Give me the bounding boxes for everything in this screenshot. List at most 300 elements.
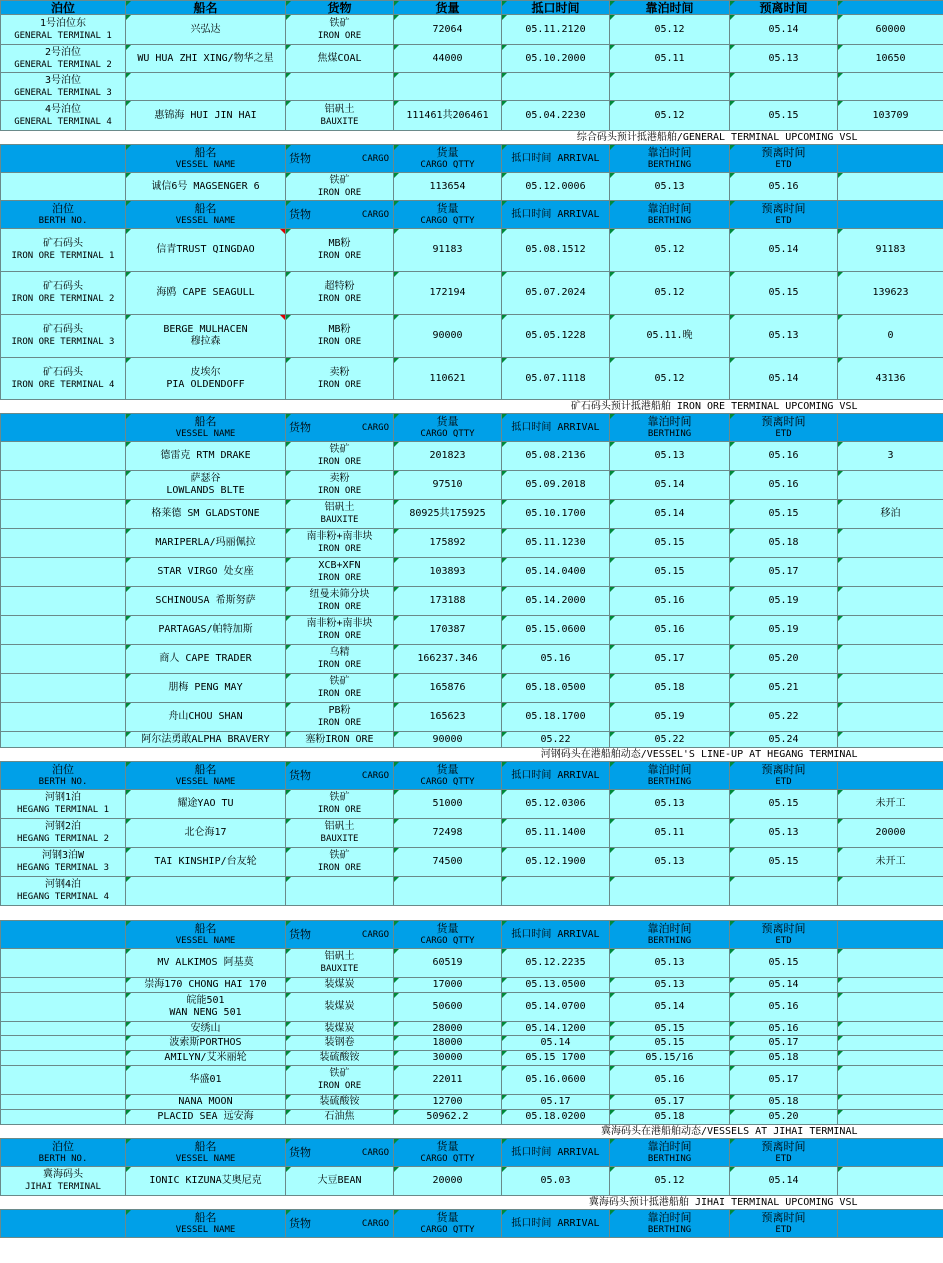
etd-cell: [730, 1095, 838, 1110]
berth-name-en: IRON ORE TERMINAL 3: [11, 337, 115, 347]
vessel-cell[interactable]: [126, 358, 286, 400]
cargo-zh: 卖粉: [329, 366, 350, 378]
cargo-qty: 110621: [429, 372, 466, 384]
berthing-cell: [610, 587, 730, 616]
etd-cell: [730, 45, 838, 73]
header-qty-zh: 货量: [436, 921, 459, 935]
header-cargo: [286, 1210, 394, 1238]
qty-cell: [394, 848, 502, 877]
header-cargo: [286, 201, 394, 229]
header-etd: [730, 145, 838, 173]
berthing-cell: [610, 229, 730, 272]
cargo-cell: [286, 529, 394, 558]
data-row: [1, 558, 943, 587]
berth-cell: [1, 616, 126, 645]
cargo-qty: 17000: [432, 979, 463, 990]
vessel-name: BERGE MULHACEN: [163, 324, 248, 335]
arrival-cell: [502, 993, 610, 1022]
data-row: [1, 15, 943, 45]
vessel-name: 安绣山: [190, 1022, 221, 1034]
header-arrival: [502, 1210, 610, 1238]
header-cargo-zh: 货物: [289, 207, 311, 221]
etd-time: 05.14: [768, 1175, 799, 1186]
header-arrival-label: 抵口时间 ARRIVAL: [511, 1146, 600, 1158]
cargo-en: IRON ORE: [317, 486, 362, 496]
ore-upcoming-title: [1, 400, 943, 414]
header-extra: [838, 762, 943, 790]
header-arrival-label: 抵口时间 ARRIVAL: [511, 208, 600, 220]
header-etd-label: 预离时间: [759, 0, 808, 15]
header-qty-zh: 货量: [436, 762, 459, 776]
berth-cell: [1, 819, 126, 848]
arrival-time: 05.18.0200: [525, 1111, 586, 1122]
berth-name-zh: 4号泊位: [44, 103, 82, 115]
extra-cell: [838, 1051, 943, 1066]
berthing-cell: [610, 45, 730, 73]
header-qty: [394, 1210, 502, 1238]
etd-cell: [730, 819, 838, 848]
berthing-time: 05.11.晚: [646, 330, 693, 341]
berthing-cell: [610, 819, 730, 848]
cargo-en: IRON ORE: [317, 187, 362, 198]
vessel-name: NANA MOON: [178, 1096, 233, 1107]
etd-cell: [730, 1051, 838, 1066]
extra-cell: [838, 645, 943, 674]
vessel-cell[interactable]: [126, 101, 286, 131]
berthing-time: 05.19: [654, 711, 685, 722]
berthing-cell: [610, 790, 730, 819]
etd-time: 05.14: [768, 23, 799, 35]
data-row: [1, 229, 943, 272]
cargo-qty: 18000: [432, 1037, 463, 1048]
header-berthing-en: BERTHING: [647, 159, 692, 170]
cargo-en: IRON ORE: [317, 602, 362, 612]
vessel-cell[interactable]: [126, 1036, 286, 1051]
etd-time: 05.15: [768, 856, 799, 867]
vessel-cell[interactable]: [126, 45, 286, 73]
berthing-cell: [610, 500, 730, 529]
cargo-en: IRON ORE: [317, 718, 362, 728]
cargo-cell: [286, 442, 394, 471]
arrival-time: 05.15.0600: [525, 624, 586, 635]
arrival-time: 05.12.0306: [525, 798, 586, 809]
header-extra: [838, 201, 943, 229]
vessel-name: 舟山CHOU SHAN: [168, 711, 243, 722]
data-row: [1, 616, 943, 645]
vessel-cell[interactable]: [126, 616, 286, 645]
extra-cell: [838, 500, 943, 529]
vessel-cell[interactable]: [126, 1095, 286, 1110]
berth-name-en: JIHAI TERMINAL: [25, 1182, 101, 1192]
vessel-cell[interactable]: [126, 315, 286, 358]
data-row: [1, 442, 943, 471]
vessel-cell[interactable]: [126, 1167, 286, 1196]
berthing-time: 05.12: [654, 1175, 685, 1186]
vessel-cell[interactable]: [126, 993, 286, 1022]
etd-cell: [730, 558, 838, 587]
header-vessel-en: VESSEL NAME: [175, 159, 236, 170]
header-berth: [1, 1210, 126, 1238]
header-berthing-en: BERTHING: [647, 1224, 692, 1235]
arrival-cell: [502, 1110, 610, 1125]
cargo-qty: 60519: [432, 957, 463, 968]
berth-name-en: IRON ORE TERMINAL 2: [11, 294, 115, 304]
header-arrival: [502, 762, 610, 790]
vessel-cell[interactable]: [126, 703, 286, 732]
berthing-time: 05.15: [654, 1037, 685, 1048]
extra-cell: [838, 73, 943, 101]
cargo-zh: 铝矾土: [324, 103, 355, 115]
header-arrival: [502, 145, 610, 173]
etd-cell: [730, 645, 838, 674]
cargo-cell: [286, 978, 394, 993]
extra-cell: [838, 1022, 943, 1036]
cargo-cell: [286, 1110, 394, 1125]
berth-name-en: HEGANG TERMINAL 2: [16, 834, 110, 844]
vessel-name-2: 穆拉森: [190, 336, 221, 347]
vessel-cell[interactable]: [126, 272, 286, 315]
vessel-name: 皮埃尔: [190, 366, 221, 378]
vessel-cell[interactable]: [126, 732, 286, 748]
cargo-zh: 南非粉+南非块: [306, 618, 373, 629]
header-qty-label: 货量: [435, 0, 460, 15]
berthing-cell: [610, 877, 730, 906]
vessel-cell[interactable]: [126, 442, 286, 471]
berth-cell: [1, 101, 126, 131]
header-berthing-zh: 靠泊时间: [647, 414, 692, 428]
cargo-cell: [286, 1167, 394, 1196]
header-arrival-label: 抵口时间: [531, 0, 580, 15]
header-extra: [838, 145, 943, 173]
extra-cell: [838, 703, 943, 732]
extra-cell: [838, 315, 943, 358]
cargo-zh: 装煤炭: [324, 979, 355, 990]
berth-cell: [1, 1022, 126, 1036]
etd-time: 05.18: [768, 537, 799, 548]
etd-cell: [730, 587, 838, 616]
qty-cell: [394, 978, 502, 993]
cargo-cell: [286, 645, 394, 674]
qty-cell: [394, 315, 502, 358]
cargo-en: IRON ORE: [317, 544, 362, 554]
cargo-en: IRON ORE: [317, 294, 362, 304]
extra-value: 3: [887, 450, 894, 461]
header-vessel: [126, 414, 286, 442]
vessel-name-2: PIA OLDENDOFF: [166, 378, 245, 390]
berthing-time: 05.12: [654, 287, 685, 298]
header-cargo: [286, 414, 394, 442]
data-row: [1, 471, 943, 500]
cargo-en: IRON ORE: [317, 573, 362, 583]
vessel-cell[interactable]: [126, 587, 286, 616]
vessel-name: MV ALKIMOS 阿基莫: [157, 957, 254, 968]
header-arrival-label: 抵口时间 ARRIVAL: [511, 769, 600, 781]
etd-cell: [730, 529, 838, 558]
header-berthing: [610, 201, 730, 229]
arrival-time: 05.16: [540, 653, 571, 664]
berth-cell: [1, 732, 126, 748]
berth-name-zh: 矿石码头: [43, 366, 83, 378]
berth-cell: [1, 877, 126, 906]
vessel-cell[interactable]: [126, 558, 286, 587]
arrival-cell: [502, 500, 610, 529]
vessel-cell[interactable]: [126, 848, 286, 877]
vessel-cell[interactable]: [126, 1051, 286, 1066]
header-vessel: [126, 1, 286, 15]
header-cargo-en: CARGO: [361, 770, 389, 781]
berth-cell: [1, 442, 126, 471]
vessel-cell[interactable]: [126, 949, 286, 978]
cargo-zh: 铝矾土: [324, 821, 355, 832]
vessel-cell[interactable]: [126, 1110, 286, 1125]
arrival-time: 05.17: [540, 1096, 571, 1107]
extra-cell: [838, 229, 943, 272]
etd-cell: [730, 229, 838, 272]
berth-cell: [1, 358, 126, 400]
header-berth-en: BERTH NO.: [38, 776, 88, 787]
header-qty-zh: 货量: [436, 1210, 459, 1224]
header-qty: [394, 1139, 502, 1167]
arrival-cell: [502, 819, 610, 848]
vessel-cell[interactable]: [126, 1066, 286, 1095]
qty-cell: [394, 674, 502, 703]
vessel-cell[interactable]: [126, 877, 286, 906]
vessel-cell[interactable]: [126, 978, 286, 993]
header-berthing-zh: 靠泊时间: [647, 762, 692, 776]
vessel-cell[interactable]: [126, 15, 286, 45]
etd-cell: [730, 1036, 838, 1051]
etd-time: 05.17: [768, 566, 799, 577]
qty-cell: [394, 645, 502, 674]
header-berthing: [610, 921, 730, 949]
header-vessel: [126, 921, 286, 949]
header-qty-zh: 货量: [436, 201, 459, 215]
arrival-time: 05.12.0006: [525, 180, 586, 192]
etd-time: 05.19: [768, 595, 799, 606]
header-etd: [730, 201, 838, 229]
header-etd: [730, 921, 838, 949]
header-berthing-en: BERTHING: [647, 776, 692, 787]
extra-value: 未开工: [875, 856, 906, 867]
etd-time: 05.16: [768, 1001, 799, 1012]
cargo-zh: 超特粉: [324, 281, 355, 292]
etd-cell: [730, 358, 838, 400]
vessel-cell[interactable]: [126, 73, 286, 101]
arrival-time: 05.14.2000: [525, 595, 586, 606]
cargo-zh: 装煤炭: [324, 1022, 355, 1034]
blank-row: [1, 906, 943, 921]
arrival-time: 05.10.2000: [525, 52, 586, 64]
cargo-qty: 113654: [429, 180, 466, 192]
qty-cell: [394, 819, 502, 848]
header-cargo: [286, 1, 394, 15]
berthing-time: 05.22: [654, 733, 685, 745]
cargo-zh: 南非粉+南非块: [306, 531, 373, 542]
header-qty-en: CARGO QTTY: [420, 776, 475, 787]
berth-cell: [1, 471, 126, 500]
header-berth: [1, 921, 126, 949]
berthing-cell: [610, 1022, 730, 1036]
berthing-cell: [610, 101, 730, 131]
extra-cell: [838, 848, 943, 877]
extra-cell: [838, 15, 943, 45]
berthing-time: 05.13: [654, 957, 685, 968]
cargo-en: IRON ORE: [317, 805, 362, 815]
arrival-cell: [502, 315, 610, 358]
berthing-time: 05.18: [654, 682, 685, 693]
cargo-cell: [286, 315, 394, 358]
header-etd-zh: 预离时间: [761, 1210, 806, 1224]
header-cargo-zh: 货物: [289, 1145, 311, 1159]
header-cargo-en: CARGO: [361, 422, 389, 433]
header-etd: [730, 762, 838, 790]
arrival-time: 05.14: [540, 1037, 571, 1048]
header-etd-en: ETD: [775, 935, 792, 946]
header-etd-zh: 预离时间: [761, 201, 806, 215]
arrival-time: 05.12.2235: [525, 957, 586, 968]
arrival-cell: [502, 471, 610, 500]
cargo-cell: [286, 1022, 394, 1036]
vessel-cell[interactable]: [126, 790, 286, 819]
vessel-cell[interactable]: [126, 674, 286, 703]
cargo-zh: 铁矿: [329, 676, 350, 687]
data-row: [1, 848, 943, 877]
arrival-time: 05.07.1118: [525, 372, 586, 384]
etd-cell: [730, 703, 838, 732]
cargo-qty: 30000: [432, 1052, 463, 1063]
data-row: [1, 732, 943, 748]
cargo-en: IRON ORE: [317, 863, 362, 873]
vessel-name: 崇海170 CHONG HAI 170: [144, 979, 267, 990]
hdr-row: [1, 1210, 943, 1238]
etd-cell: [730, 1167, 838, 1196]
header-berthing-en: BERTHING: [647, 1153, 692, 1164]
header-berthing: [610, 145, 730, 173]
vessel-cell[interactable]: [126, 500, 286, 529]
extra-cell: [838, 993, 943, 1022]
berth-name-zh: 2号泊位: [44, 46, 82, 58]
extra-cell: [838, 1066, 943, 1095]
berth-name-en: HEGANG TERMINAL 4: [16, 892, 110, 902]
arrival-cell: [502, 442, 610, 471]
extra-cell: [838, 949, 943, 978]
arrival-cell: [502, 587, 610, 616]
hdr top-hdr-row: [1, 1, 943, 15]
data-row: [1, 173, 943, 201]
berthing-time: 05.17: [654, 653, 685, 664]
arrival-time: 05.03: [540, 1175, 571, 1186]
header-cargo: [286, 762, 394, 790]
etd-time: 05.15: [768, 109, 799, 121]
header-extra: [838, 921, 943, 949]
header-berthing-en: BERTHING: [647, 215, 692, 226]
vessel-cell[interactable]: [126, 229, 286, 272]
cargo-zh: 铁矿: [329, 1068, 350, 1079]
vessel-name: PARTAGAS/帕特加斯: [158, 624, 253, 635]
data-row: [1, 587, 943, 616]
header-qty: [394, 201, 502, 229]
etd-time: 05.21: [768, 682, 799, 693]
qty-cell: [394, 1022, 502, 1036]
berthing-cell: [610, 558, 730, 587]
vessel-name: PLACID SEA 远安海: [157, 1111, 254, 1122]
header-arrival-label: 抵口时间 ARRIVAL: [511, 421, 600, 433]
berthing-cell: [610, 1167, 730, 1196]
header-vessel-zh: 船名: [194, 145, 217, 159]
header-berth: [1, 762, 126, 790]
etd-time: 05.20: [768, 1111, 799, 1122]
header-arrival-label: 抵口时间 ARRIVAL: [511, 1217, 600, 1229]
etd-time: 05.15: [768, 287, 799, 298]
cargo-qty: 28000: [432, 1022, 463, 1034]
vessel-name: TAI KINSHIP/台友轮: [154, 856, 257, 867]
extra-cell: [838, 616, 943, 645]
cargo-cell: [286, 471, 394, 500]
qty-cell: [394, 45, 502, 73]
berth-cell: [1, 1036, 126, 1051]
berthing-cell: [610, 1051, 730, 1066]
header-arrival-label: 抵口时间 ARRIVAL: [511, 928, 600, 940]
cargo-cell: [286, 732, 394, 748]
header-vessel: [126, 145, 286, 173]
header-vessel: [126, 762, 286, 790]
vessel-cell[interactable]: [126, 819, 286, 848]
cargo-zh: MB粉: [328, 324, 351, 335]
vessel-cell[interactable]: [126, 471, 286, 500]
header-vessel-en: VESSEL NAME: [175, 1224, 236, 1235]
header-etd: [730, 1139, 838, 1167]
berth-cell: [1, 848, 126, 877]
berthing-time: 05.13: [654, 180, 685, 192]
header-berth: [1, 1139, 126, 1167]
header-qty-en: CARGO QTTY: [420, 159, 475, 170]
header-cargo-en: CARGO: [361, 1147, 389, 1158]
header-arrival: [502, 1, 610, 15]
etd-cell: [730, 674, 838, 703]
arrival-cell: [502, 229, 610, 272]
cargo-zh: 铁矿: [329, 174, 350, 186]
hegang-title: [1, 748, 943, 762]
berthing-cell: [610, 674, 730, 703]
berthing-cell: [610, 272, 730, 315]
title-row: [1, 748, 943, 762]
etd-cell: [730, 732, 838, 748]
extra-value: 移泊: [880, 508, 901, 519]
vessel-cell[interactable]: [126, 173, 286, 201]
header-vessel-en: VESSEL NAME: [175, 428, 236, 439]
vessel-cell[interactable]: [126, 1022, 286, 1036]
cargo-cell: [286, 993, 394, 1022]
header-berth-en: BERTH NO.: [38, 215, 88, 226]
header-qty-en: CARGO QTTY: [420, 428, 475, 439]
vessel-cell[interactable]: [126, 645, 286, 674]
berth-name-zh: 1号泊位东: [39, 17, 87, 29]
header-vessel-label: 船名: [193, 0, 218, 15]
header-berthing-zh: 靠泊时间: [647, 1210, 692, 1224]
data-row: [1, 1036, 943, 1051]
jihai-title: [1, 1125, 943, 1139]
extra-cell: [838, 587, 943, 616]
cargo-qty: 91183: [432, 244, 463, 255]
etd-cell: [730, 616, 838, 645]
cargo-cell: [286, 790, 394, 819]
qty-cell: [394, 732, 502, 748]
header-vessel: [126, 201, 286, 229]
header-arrival-label: 抵口时间 ARRIVAL: [511, 152, 600, 164]
qty-cell: [394, 529, 502, 558]
vessel-cell[interactable]: [126, 529, 286, 558]
jihai-upcoming-title-text: 冀海码头预计抵港船舶 JIHAI TERMINAL UPCOMING VSL: [588, 1196, 858, 1208]
